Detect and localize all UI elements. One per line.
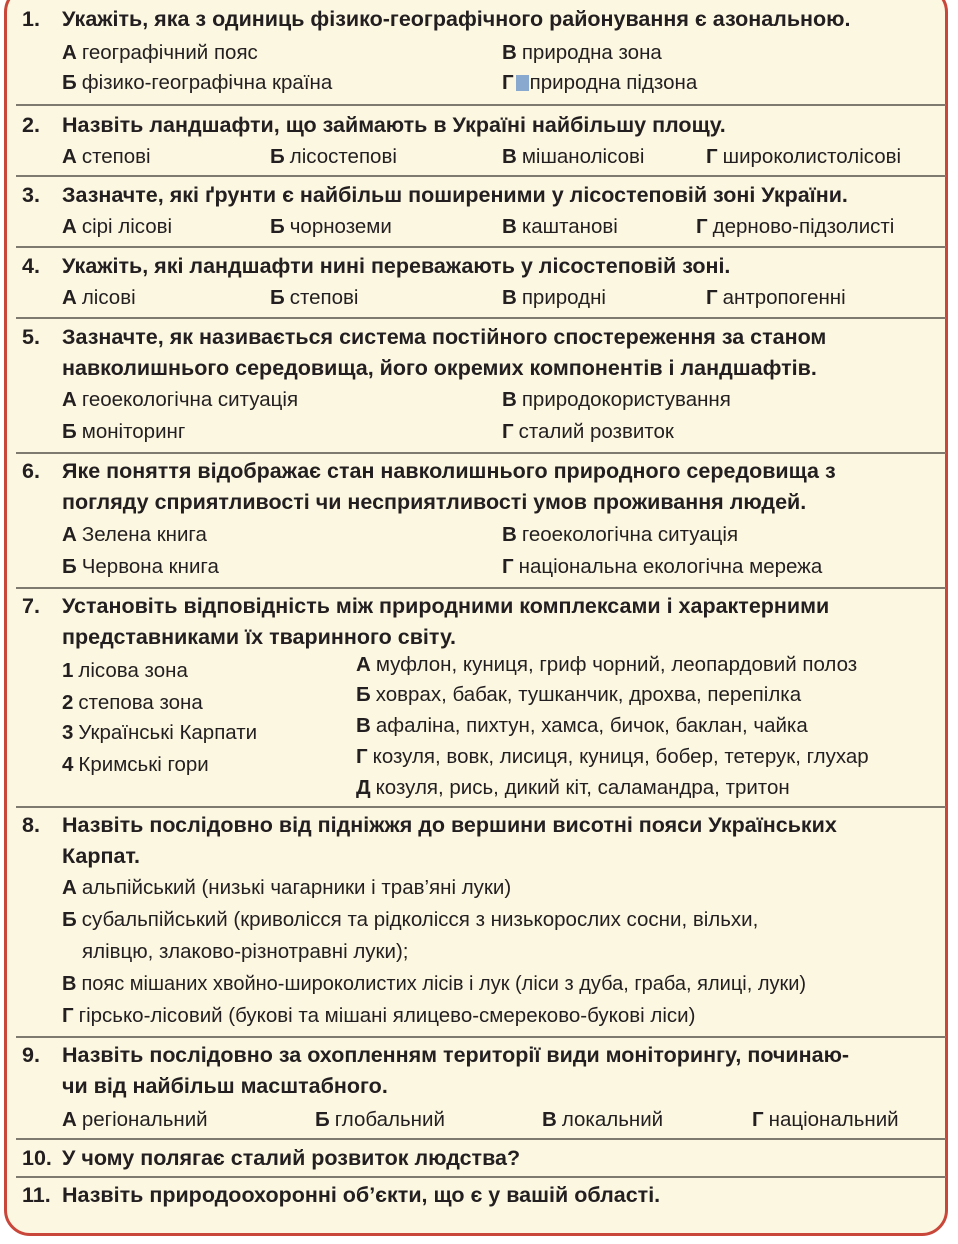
option-text: геоекологічна ситуація [81,388,299,411]
option-letter: В [62,973,77,995]
question-10 [22,1143,940,1174]
option-letter: Г [752,1108,764,1131]
option-b [62,68,332,98]
match-option-v [356,711,808,741]
option-v [502,142,644,172]
option-text: природокористування [521,388,731,411]
option-letter: В [502,286,517,309]
match-item-4 [62,750,209,780]
option-letter: В [502,41,517,64]
option-text: ялівцю, злаково-різнотравні луки); [82,940,409,963]
option-text: субальпійський (криволісся та рідколісся з низькорослих сосни, вільхи, [81,908,759,931]
match-item-3 [62,718,257,748]
option-v [502,520,738,550]
option-b-continuation [82,937,408,967]
option-letter: Б [315,1108,330,1131]
option-text: регіональний [81,1108,208,1131]
question-number: 4. [22,254,40,278]
option-letter: Г [706,286,718,309]
option-letter: А [356,653,371,676]
divider [16,806,946,808]
option-b [270,212,392,242]
item-text: лісова зона [78,659,188,682]
question-1 [22,4,940,35]
option-text: глобальний [334,1108,445,1131]
divider [16,452,946,454]
match-option-d [356,773,790,803]
option-text: лісові [81,286,136,309]
question-number: 10. [22,1146,52,1170]
option-letter: В [502,215,517,238]
option-g [706,142,901,172]
option-text: сірі лісові [81,215,173,238]
question-6 [22,456,940,518]
option-text: моніторинг [81,420,186,443]
option-text: козуля, вовк, лисиця, куниця, бобер, тетерук, глухар [372,745,869,768]
question-text-line2: погляду сприятливості чи несприятливості умов проживання людей. [62,490,807,514]
option-text: антропогенні [722,286,846,309]
option-text: геоекологічна ситуація [521,523,739,546]
option-g [696,212,894,242]
option-letter: Г [502,71,514,94]
option-g [502,417,674,447]
option-letter: Г [502,420,514,443]
question-number: 6. [22,459,40,483]
item-number: 4 [62,753,74,776]
option-text: географічний пояс [81,41,258,64]
option-letter: Б [356,683,371,706]
option-text: чорноземи [289,215,392,238]
option-v [62,969,806,999]
question-number: 9. [22,1043,40,1067]
match-item-1 [62,656,188,686]
option-v [502,385,731,415]
question-text-line2: Карпат. [62,844,141,868]
option-text: гірсько-лісовий (букові та мішані ялицево-смереково-букові ліси) [78,1004,696,1027]
option-letter: Г [696,215,708,238]
option-a [62,212,172,242]
match-item-2 [62,688,203,718]
question-number: 1. [22,7,40,31]
question-text-line2: представниками їх тваринного світу. [62,625,457,649]
question-4 [22,251,940,282]
option-letter: Б [270,286,285,309]
option-g [502,68,697,98]
option-letter: Г [706,145,718,168]
question-text: Назвіть природоохоронні об’єкти, що є у вашій області. [62,1183,661,1207]
item-number: 3 [62,721,74,744]
option-text: Зелена книга [81,523,207,546]
question-3 [22,180,940,211]
option-text: природна зона [521,41,662,64]
option-text: пояс мішаних хвойно-широколистих лісів і лук (ліси з дуба, граба, ялиці, луки) [81,973,807,995]
option-text: мішанолісові [521,145,645,168]
option-text: афаліна, пихтун, хамса, бичок, баклан, чайка [375,714,808,737]
option-letter: Б [62,908,77,931]
item-number: 2 [62,691,74,714]
option-text: локальний [561,1108,664,1131]
option-text: каштанові [521,215,618,238]
question-text: Зазначте, які ґрунти є найбільш поширеними у лісостеповій зоні України. [62,183,848,207]
divider [16,1036,946,1038]
option-b [270,283,359,313]
option-text: альпійський (низькі чагарники і трав’яні луки) [81,876,512,899]
question-number: 7. [22,594,40,618]
question-number: 5. [22,325,40,349]
item-text: Кримські гори [78,753,209,776]
option-v [542,1105,663,1135]
option-letter: Г [502,555,514,578]
item-number: 1 [62,659,74,682]
question-9 [22,1040,940,1102]
option-b [62,905,758,935]
option-b [62,417,185,447]
highlight-mark-icon [516,75,529,91]
item-text: степова зона [78,691,203,714]
option-a [62,520,207,550]
question-text: Укажіть, які ландшафти нині переважають у лісостеповій зоні. [62,254,731,278]
option-text: широколистолісові [722,145,902,168]
question-7 [22,591,940,653]
option-text: національна екологічна мережа [518,555,823,578]
divider [16,1138,946,1140]
option-letter: Б [270,145,285,168]
question-text-line1: Назвіть послідовно від підніжжя до вершини висотні пояси Українських [62,813,837,837]
option-v [502,212,618,242]
match-option-b [356,680,801,710]
option-b [315,1105,445,1135]
option-letter: А [62,41,77,64]
match-option-g [356,742,869,772]
option-a [62,873,511,903]
option-text: ховрах, бабак, тушканчик, дрохва, перепілка [375,683,802,706]
question-text-line2: чи від найбільш масштабного. [62,1074,388,1098]
question-8 [22,810,940,872]
option-b [62,552,219,582]
option-text: степові [289,286,359,309]
divider [16,246,946,248]
question-5 [22,322,940,384]
option-v [502,283,606,313]
option-letter: Б [270,215,285,238]
option-g [62,1001,695,1031]
divider [16,104,946,106]
question-text-line1: Яке поняття відображає стан навколишнього природного середовища з [62,459,836,483]
question-number: 2. [22,113,40,137]
option-letter: Б [62,555,77,578]
option-text: муфлон, куниця, гриф чорний, леопардовий полоз [375,653,858,676]
option-text: дерново-підзолисті [712,215,895,238]
question-text: У чому полягає сталий розвиток людства? [62,1146,521,1170]
option-text: національний [768,1108,899,1131]
option-text: природні [521,286,606,309]
option-letter: А [62,286,77,309]
option-letter: В [502,523,517,546]
option-letter: Б [62,420,77,443]
option-a [62,1105,208,1135]
divider [16,587,946,589]
option-letter: В [502,145,517,168]
option-g [706,283,846,313]
option-g [752,1105,899,1135]
option-text: Червона книга [81,555,219,578]
option-text: степові [81,145,151,168]
question-number: 11. [22,1183,51,1207]
option-letter: Д [356,776,371,799]
option-letter: Б [62,71,77,94]
option-g [502,552,822,582]
option-letter: А [62,145,77,168]
option-letter: А [62,876,77,899]
option-text: козуля, рись, дикий кіт, саламандра, тритон [375,776,790,799]
question-text-line1: Установіть відповідність між природними комплексами і характерними [62,594,830,618]
question-text-line1: Зазначте, як називається система постійного спостереження за станом [62,325,827,349]
divider [16,175,946,177]
divider [16,317,946,319]
question-number: 3. [22,183,40,207]
question-text-line2: навколишнього середовища, його окремих компонентів і ландшафтів. [62,356,817,380]
question-text: Укажіть, яка з одиниць фізико-географічного районування є азональною. [62,7,851,31]
option-a [62,283,136,313]
option-letter: Г [62,1004,74,1027]
item-text: Українські Карпати [78,721,258,744]
option-letter: В [502,388,517,411]
option-text: фізико-географічна країна [81,71,333,94]
option-v [502,38,662,68]
option-letter: Г [356,745,368,768]
option-letter: А [62,523,77,546]
option-letter: А [62,215,77,238]
option-letter: В [542,1108,557,1131]
option-a [62,142,151,172]
option-a [62,38,258,68]
question-text-line1: Назвіть послідовно за охопленням території види моніторингу, починаю- [62,1043,850,1067]
option-text: сталий розвиток [518,420,674,443]
divider [16,1176,946,1178]
question-11 [22,1180,940,1211]
option-text: природна підзона [529,71,698,94]
option-b [270,142,397,172]
option-text: лісостепові [289,145,397,168]
option-letter: А [62,388,77,411]
question-text: Назвіть ландшафти, що займають в Україні найбільшу площу. [62,113,726,137]
question-2 [22,110,940,141]
option-letter: А [62,1108,77,1131]
option-letter: В [356,714,371,737]
match-option-a [356,650,857,680]
option-a [62,385,298,415]
question-number: 8. [22,813,40,837]
